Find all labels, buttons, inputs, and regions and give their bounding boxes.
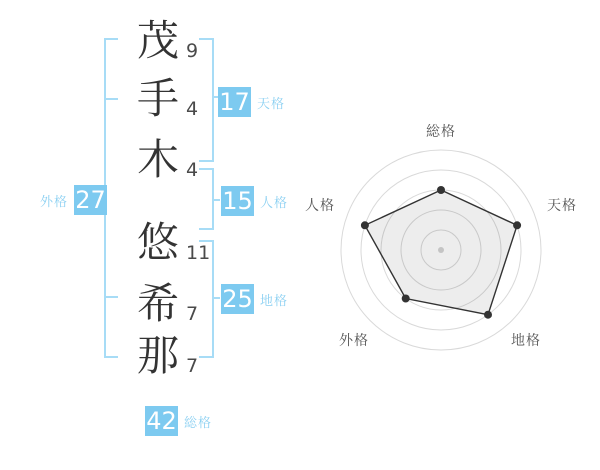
radar-vertex-dot xyxy=(402,295,410,303)
tenkaku-label: 天格 xyxy=(257,96,286,112)
jinkaku-grade xyxy=(221,186,288,216)
gaikaku-bracket-tick xyxy=(104,38,118,40)
gaikaku-label: 外格 xyxy=(40,194,69,210)
radar-vertex-dot xyxy=(484,311,492,319)
stroke-count: 11 xyxy=(186,242,211,265)
kanji-char: 手 xyxy=(137,74,180,123)
jinkaku-bracket-connector xyxy=(212,199,220,201)
tenkaku-value-box: 17 xyxy=(219,88,250,116)
chikaku-bracket-line xyxy=(212,240,214,358)
stroke-count: 7 xyxy=(186,355,199,378)
jinkaku-bracket-tick xyxy=(199,228,214,230)
jinkaku-bracket-tick xyxy=(199,168,214,170)
tenkaku-bracket-tick xyxy=(199,38,214,40)
gaikaku-bracket-tick xyxy=(104,296,118,298)
tenkaku-grade xyxy=(218,87,285,117)
chikaku-value-box: 25 xyxy=(222,285,253,313)
kanji-row xyxy=(137,16,199,65)
radar-axis-label: 総格 xyxy=(426,124,456,140)
stroke-count: 7 xyxy=(186,303,199,326)
tenkaku-bracket-line xyxy=(212,38,214,162)
soukaku-grade xyxy=(145,406,212,436)
radar-vertex-dot xyxy=(513,221,521,229)
kanji-row xyxy=(137,135,199,184)
chikaku-bracket-tick xyxy=(199,356,214,358)
kanji-char: 希 xyxy=(137,279,180,328)
chikaku-grade xyxy=(221,284,288,314)
jinkaku-label: 人格 xyxy=(260,195,289,211)
soukaku-label: 総格 xyxy=(184,415,213,431)
kanji-char: 那 xyxy=(137,331,180,380)
jinkaku-value-box: 15 xyxy=(222,187,253,215)
gaikaku-bracket-tick xyxy=(104,356,118,358)
stroke-count: 4 xyxy=(186,159,199,182)
chikaku-label: 地格 xyxy=(260,293,289,309)
radar-center-dot xyxy=(438,247,444,253)
soukaku-value-box: 42 xyxy=(146,407,177,435)
radar-axis-label: 天格 xyxy=(547,198,577,214)
kanji-row xyxy=(137,331,199,380)
gaikaku-value-box: 27 xyxy=(75,186,106,214)
kanji-row xyxy=(137,74,199,123)
radar-axis-label: 外格 xyxy=(339,333,369,349)
radar-vertex-dot xyxy=(437,186,445,194)
kanji-char: 茂 xyxy=(137,16,180,65)
gaikaku-grade xyxy=(40,185,107,215)
radar-axis-label: 地格 xyxy=(511,333,541,349)
chikaku-bracket-tick xyxy=(199,240,214,242)
kanji-char: 悠 xyxy=(137,218,180,267)
radar-axis-label: 人格 xyxy=(305,198,335,214)
tenkaku-bracket-tick xyxy=(199,160,214,162)
stroke-count: 9 xyxy=(186,40,199,63)
radar-chart xyxy=(291,116,591,376)
chikaku-bracket-connector xyxy=(212,297,220,299)
kanji-char: 木 xyxy=(137,135,180,184)
radar-vertex-dot xyxy=(361,221,369,229)
kanji-row xyxy=(137,279,199,328)
gaikaku-bracket-tick xyxy=(104,98,118,100)
stroke-count: 4 xyxy=(186,98,199,121)
